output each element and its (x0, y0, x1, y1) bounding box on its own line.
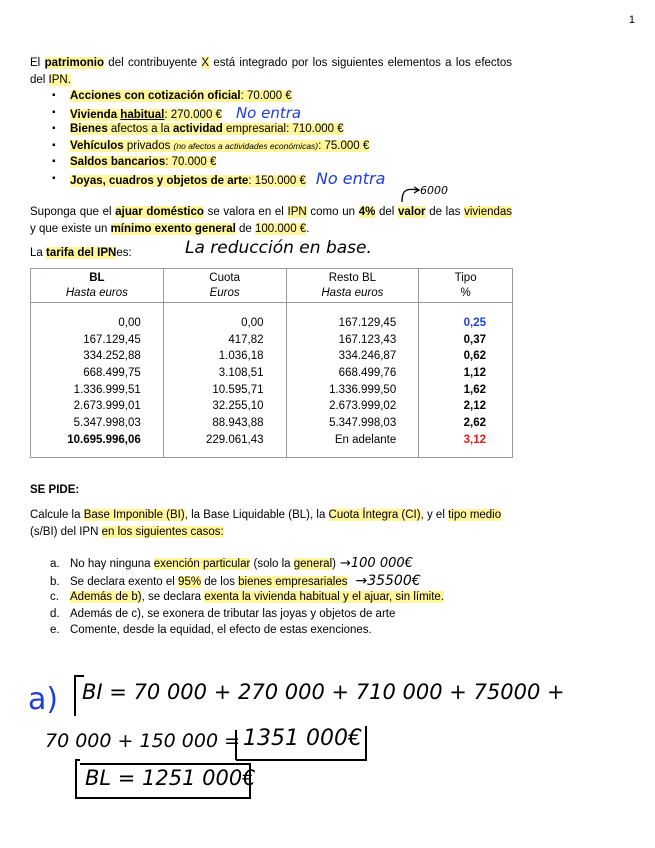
asset-list (52, 88, 492, 187)
question-paragraph: Calcule la Base Imponible (BI), la Base Liquidable (BL), la Cuota Íntegra (CI), y el tipo medio (s/BI) del IPN en los siguientes casos: (30, 509, 502, 538)
answer-result-bi: 1351 000€ (243, 726, 362, 751)
list-item: ▪ Bienes afectos a la actividad empresarial: 710.000 € (52, 121, 492, 138)
answer-line-3: BL = 1251 000€ (85, 766, 256, 790)
section-heading: SE PIDE: (30, 484, 80, 496)
column-header-tipo: Tipo % (419, 269, 513, 303)
handwritten-note: →100 000€ (339, 556, 413, 571)
list-item: e. Comente, desde la equidad, el efecto de estas exenciones. (50, 624, 372, 636)
answer-label: a) (28, 682, 59, 717)
list-item: a. No hay ninguna exención particular (solo la general) →100 000€ (50, 556, 413, 571)
column-header-cuota: Cuota Euros (163, 269, 286, 303)
answer-line-1: BI = 70 000 + 270 000 + 710 000 + 75000 + (82, 680, 565, 704)
highlight-patrimonio: patrimonio (44, 57, 104, 69)
handwritten-note: →35500€ (355, 572, 421, 589)
list-item: b. Se declara exento el 95% de los bienes empresariales →35500€ (50, 572, 421, 589)
handwritten-note: No entra (315, 168, 386, 188)
list-item: ▪ Joyas, cuadros y objetos de arte: 150.000 € No entra (52, 171, 492, 188)
page-number: 1 (628, 14, 635, 26)
list-item: ▪ Acciones con cotización oficial: 70.000 € (52, 88, 492, 105)
intro-paragraph: El patrimonio del contribuyente X está integrado por los siguientes elementos a los efectos del IPN. (30, 57, 512, 86)
list-item: d. Además de c), se exonera de tributar las joyas y objetos de arte (50, 607, 396, 620)
list-item: ▪ Vehículos privados (no afectos a actividades económicas): 75.000 € (52, 138, 492, 155)
cases-list (50, 556, 490, 639)
list-item: ▪ Saldos bancarios: 70.000 € (52, 154, 492, 171)
handwritten-note: No entra (235, 103, 302, 122)
handwritten-top-note: 6000 (396, 184, 476, 207)
column-resto-values: 167.129,45 167.123,43 334.246,87 668.499,76 1.336.999,50 2.673.999,02 5.347.998,03 En adelante (286, 303, 419, 458)
table-header-row (31, 269, 513, 303)
tariff-title: La tarifa del IPNes: (30, 247, 132, 259)
tariff-table (30, 268, 513, 458)
table-body-row (31, 303, 513, 458)
list-item: c. Además de b), se declara exenta la vivienda habitual y el ajuar, sin límite. (50, 591, 444, 603)
column-header-bl: BL Hasta euros (31, 269, 164, 303)
answer-line-2: 70 000 + 150 000 = (45, 730, 241, 752)
bl-box (72, 758, 257, 804)
list-item: ▪ Vivienda habitual: 270.000 € No entra (52, 105, 492, 122)
column-bl-values: 0,00 167.129,45 334.252,88 668.499,75 1.336.999,51 2.673.999,01 5.347.998,03 10.695.996,06 (31, 303, 164, 458)
assumption-paragraph: Suponga que el ajuar doméstico se valora en el IPN como un 4% del valor de las viviendas y que existe un mínimo exento general de 100.000 €. (30, 206, 513, 235)
column-header-resto: Resto BL Hasta euros (286, 269, 419, 303)
handwritten-reduction-note: La reducción en base. (185, 238, 372, 258)
column-cuota-values: 0,00 417,82 1.036,18 3.108,51 10.595,71 32.255,10 88.943,88 229.061,43 (163, 303, 286, 458)
column-tipo-values: 0,25 0,37 0,62 1,12 1,62 2,12 2,62 3,12 (419, 303, 513, 458)
handwritten-answer (0, 660, 655, 848)
